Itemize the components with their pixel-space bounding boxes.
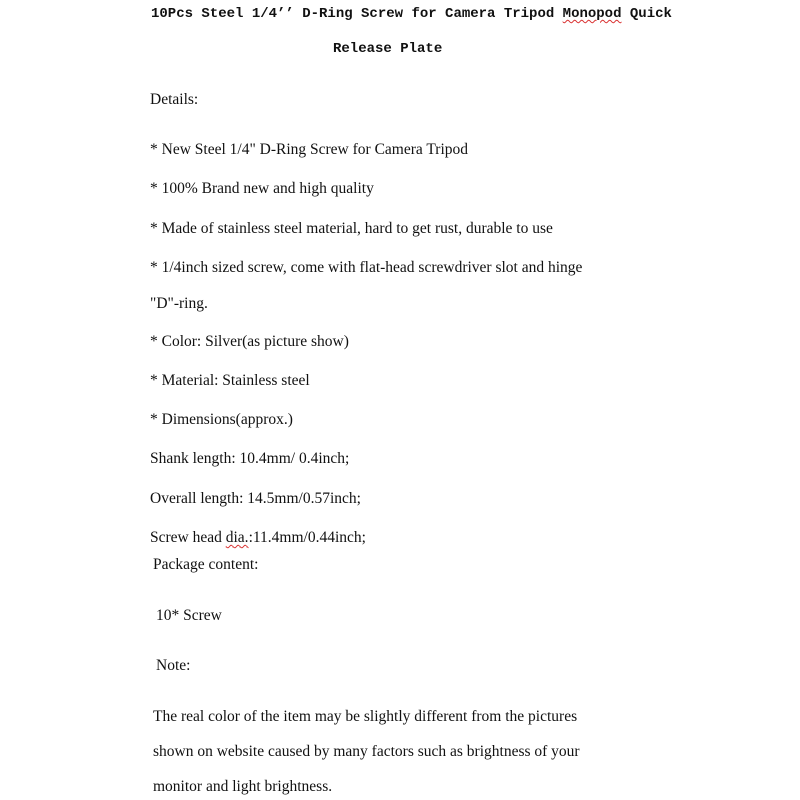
note-line-1: The real color of the item may be slightly different from the pictures [153,708,578,725]
screw-head-dia-word: dia. [225,529,249,546]
bullet-material-rust: * Made of stainless steel material, hard to get rust, durable to use [150,220,553,237]
title-line-1-text-c: Quick [621,6,672,22]
overall-length: Overall length: 14.5mm/0.57inch; [150,490,361,507]
bullet-new-steel: * New Steel 1/4" D-Ring Screw for Camera Tripod [150,141,469,158]
bullet-brand-new: * 100% Brand new and high quality [150,180,374,197]
title-line-1 [151,4,672,24]
title-monopod-word: Monopod [562,6,622,22]
title-line-1-text-a: 10Pcs Steel 1/4’’ D-Ring Screw for Camera Tripod [151,6,563,22]
package-content: 10* Screw [156,607,222,624]
shank-length: Shank length: 10.4mm/ 0.4inch; [150,450,350,467]
bullet-dimensions: * Dimensions(approx.) [150,411,293,428]
bullet-screw-size-continued: "D"-ring. [150,295,208,312]
title-line-2: Release Plate [333,41,443,57]
screw-head-text-a: Screw head [150,529,226,546]
details-heading: Details: [150,91,199,108]
bullet-material: * Material: Stainless steel [150,372,310,389]
note-line-3: monitor and light brightness. [153,778,333,795]
note-line-2: shown on website caused by many factors such as brightness of your [153,743,580,760]
bullet-screw-size: * 1/4inch sized screw, come with flat-head screwdriver slot and hinge [150,259,583,276]
package-heading: Package content: [153,556,259,573]
note-heading: Note: [156,657,191,674]
screw-head-text-c: :11.4mm/0.44inch; [248,529,366,546]
screw-head-diameter [150,528,366,548]
bullet-color: * Color: Silver(as picture show) [150,333,349,350]
